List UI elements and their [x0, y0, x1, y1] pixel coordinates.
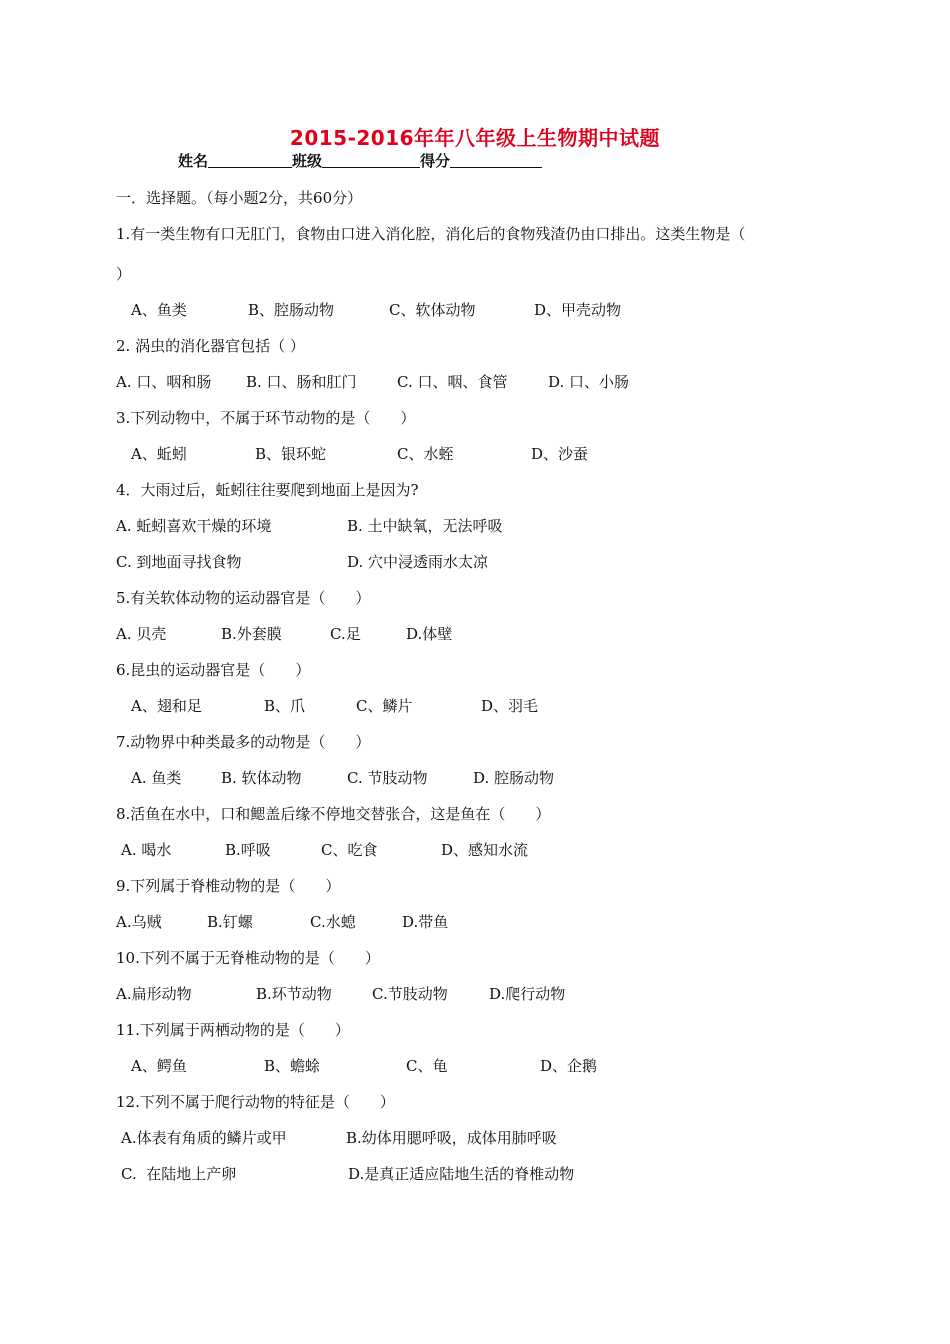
option-row [116, 624, 816, 644]
option-d: D. 口、小肠 [548, 373, 630, 391]
question-stem: 2. 涡虫的消化器官包括（ ） [116, 337, 305, 355]
question-stem: 9.下列属于脊椎动物的是（ ） [116, 877, 341, 895]
option-c: C.节肢动物 [372, 985, 448, 1003]
option-d: D、企鹅 [540, 1057, 598, 1075]
option-a: A. 贝壳 [116, 625, 167, 643]
name-label: 姓名 [178, 152, 209, 170]
section-heading: 一．选择题。（每小题2分，共60分） [116, 189, 363, 207]
option-a: A、鱼类 [131, 301, 187, 319]
option-row [131, 300, 831, 320]
option-d: D. 穴中浸透雨水太凉 [347, 553, 489, 571]
question-stem: 12.下列不属于爬行动物的特征是（ ） [116, 1093, 395, 1111]
option-a: A.扁形动物 [116, 985, 192, 1003]
option-c: C、吃食 [321, 841, 378, 859]
option-row [116, 552, 816, 572]
option-c: C、龟 [406, 1057, 448, 1075]
option-c: C. 在陆地上产卵 [121, 1165, 237, 1183]
student-info-line [178, 150, 542, 171]
option-b: B.幼体用腮呼吸，成体用肺呼吸 [346, 1129, 557, 1147]
option-b: B.环节动物 [256, 985, 332, 1003]
option-b: B、蟾蜍 [264, 1057, 321, 1075]
option-row [131, 1056, 831, 1076]
option-c: C.水螅 [310, 913, 356, 931]
question-stem: 3.下列动物中，不属于环节动物的是（ ） [116, 409, 416, 427]
option-a: A.体表有角质的鳞片或甲 [121, 1129, 287, 1147]
option-row [131, 768, 831, 788]
option-row [131, 444, 831, 464]
option-a: A、蚯蚓 [131, 445, 187, 463]
option-d: D.是真正适应陆地生活的脊椎动物 [348, 1165, 575, 1183]
option-row [121, 1164, 821, 1184]
option-b: B. 土中缺氧，无法呼吸 [347, 517, 503, 535]
option-row [116, 912, 816, 932]
question-stem: 6.昆虫的运动器官是（ ） [116, 661, 311, 679]
option-a: A. 蚯蚓喜欢干燥的环境 [116, 517, 272, 535]
question-stem: 4．大雨过后，蚯蚓往往要爬到地面上是因为? [116, 481, 419, 499]
option-b: B、腔肠动物 [248, 301, 335, 319]
option-a: A. 口、咽和肠 [116, 373, 212, 391]
option-d: D、甲壳动物 [534, 301, 622, 319]
option-row [116, 372, 816, 392]
question-stem: 7.动物界中种类最多的动物是（ ） [116, 733, 371, 751]
question-stem: 10.下列不属于无脊椎动物的是（ ） [116, 949, 380, 967]
question-stem: 1.有一类生物有口无肛门，食物由口进入消化腔，消化后的食物残渣仍由口排出。这类生物是（ [116, 225, 746, 243]
class-label: 班级 [292, 152, 323, 170]
question-stem: 8.活鱼在水中，口和鳃盖后缘不停地交替张合，这是鱼在（ ） [116, 805, 551, 823]
option-d: D、羽毛 [481, 697, 539, 715]
option-b: B、银环蛇 [255, 445, 327, 463]
question-stem: 11.下列属于两栖动物的是（ ） [116, 1021, 350, 1039]
option-row [116, 516, 816, 536]
option-b: B. 软体动物 [221, 769, 302, 787]
option-c: C.足 [330, 625, 361, 643]
option-b: B.钉螺 [207, 913, 253, 931]
option-d: D. 腔肠动物 [473, 769, 555, 787]
option-row [121, 1128, 821, 1148]
option-c: C、鳞片 [356, 697, 413, 715]
question-stem-continued: ） [116, 265, 132, 283]
option-c: C. 口、咽、食管 [397, 373, 508, 391]
option-c: C. 到地面寻找食物 [116, 553, 242, 571]
option-d: D、感知水流 [441, 841, 529, 859]
option-a: A、翅和足 [131, 697, 202, 715]
option-b: B.外套膜 [221, 625, 282, 643]
page-title: 2015-2016年年八年级上生物期中试题 [289, 126, 661, 150]
option-a: A. 鱼类 [131, 769, 182, 787]
option-c: C、软体动物 [389, 301, 476, 319]
option-b: B、爪 [264, 697, 306, 715]
score-blank[interactable] [450, 153, 542, 168]
name-blank[interactable] [208, 153, 292, 168]
option-d: D.体壁 [406, 625, 453, 643]
question-stem: 5.有关软体动物的运动器官是（ ） [116, 589, 371, 607]
option-d: D.带鱼 [402, 913, 449, 931]
option-a: A.乌贼 [116, 913, 162, 931]
option-row [131, 696, 831, 716]
option-a: A. 喝水 [121, 841, 172, 859]
option-a: A、鳄鱼 [131, 1057, 187, 1075]
option-c: C. 节肢动物 [347, 769, 428, 787]
score-label: 得分 [420, 152, 451, 170]
class-blank[interactable] [322, 153, 420, 168]
option-b: B.呼吸 [225, 841, 271, 859]
option-c: C、水蛭 [397, 445, 454, 463]
option-d: D.爬行动物 [489, 985, 566, 1003]
option-row [116, 984, 816, 1004]
option-d: D、沙蚕 [531, 445, 589, 463]
option-b: B. 口、肠和肛门 [246, 373, 357, 391]
option-row [121, 840, 821, 860]
